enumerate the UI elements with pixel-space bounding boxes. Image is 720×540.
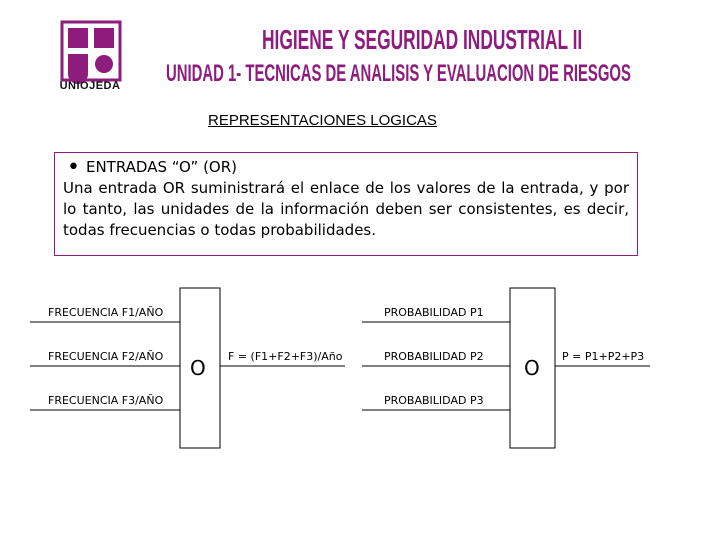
input-label-f1: FRECUENCIA F1/AÑO — [48, 306, 164, 319]
bullet-icon: • — [67, 155, 80, 180]
output-label-probability: P = P1+P2+P3 — [562, 350, 645, 363]
gate-symbol-probability: O — [524, 356, 540, 380]
input-label-p2: PROBABILIDAD P2 — [384, 350, 484, 363]
unit-title: UNIDAD 1- TECNICAS DE ANALISIS Y EVALUACION DE RIESGOS — [166, 60, 631, 87]
logo-text: UNIOJEDA — [59, 80, 121, 92]
input-label-p3: PROBABILIDAD P3 — [384, 394, 484, 407]
gate-symbol-frequency: O — [190, 356, 206, 380]
output-label-frequency: F = (F1+F2+F3)/Año — [228, 350, 343, 363]
input-label-p1: PROBABILIDAD P1 — [384, 306, 484, 319]
info-box-heading-text: ENTRADAS “O” (OR) — [85, 158, 238, 176]
input-label-f3: FRECUENCIA F3/AÑO — [48, 394, 164, 407]
input-label-f2: FRECUENCIA F2/AÑO — [48, 350, 164, 363]
info-box-text: Una entrada OR suministrará el enlace de los valores de la entrada, y por lo tanto, las unidades de la información deben ser consistentes, es decir, todas frecuencias o todas probabilidades. — [63, 179, 629, 239]
course-title: HIGIENE Y SEGURIDAD INDUSTRIAL II — [262, 24, 583, 55]
section-title: REPRESENTACIONES LOGICAS — [208, 112, 437, 129]
